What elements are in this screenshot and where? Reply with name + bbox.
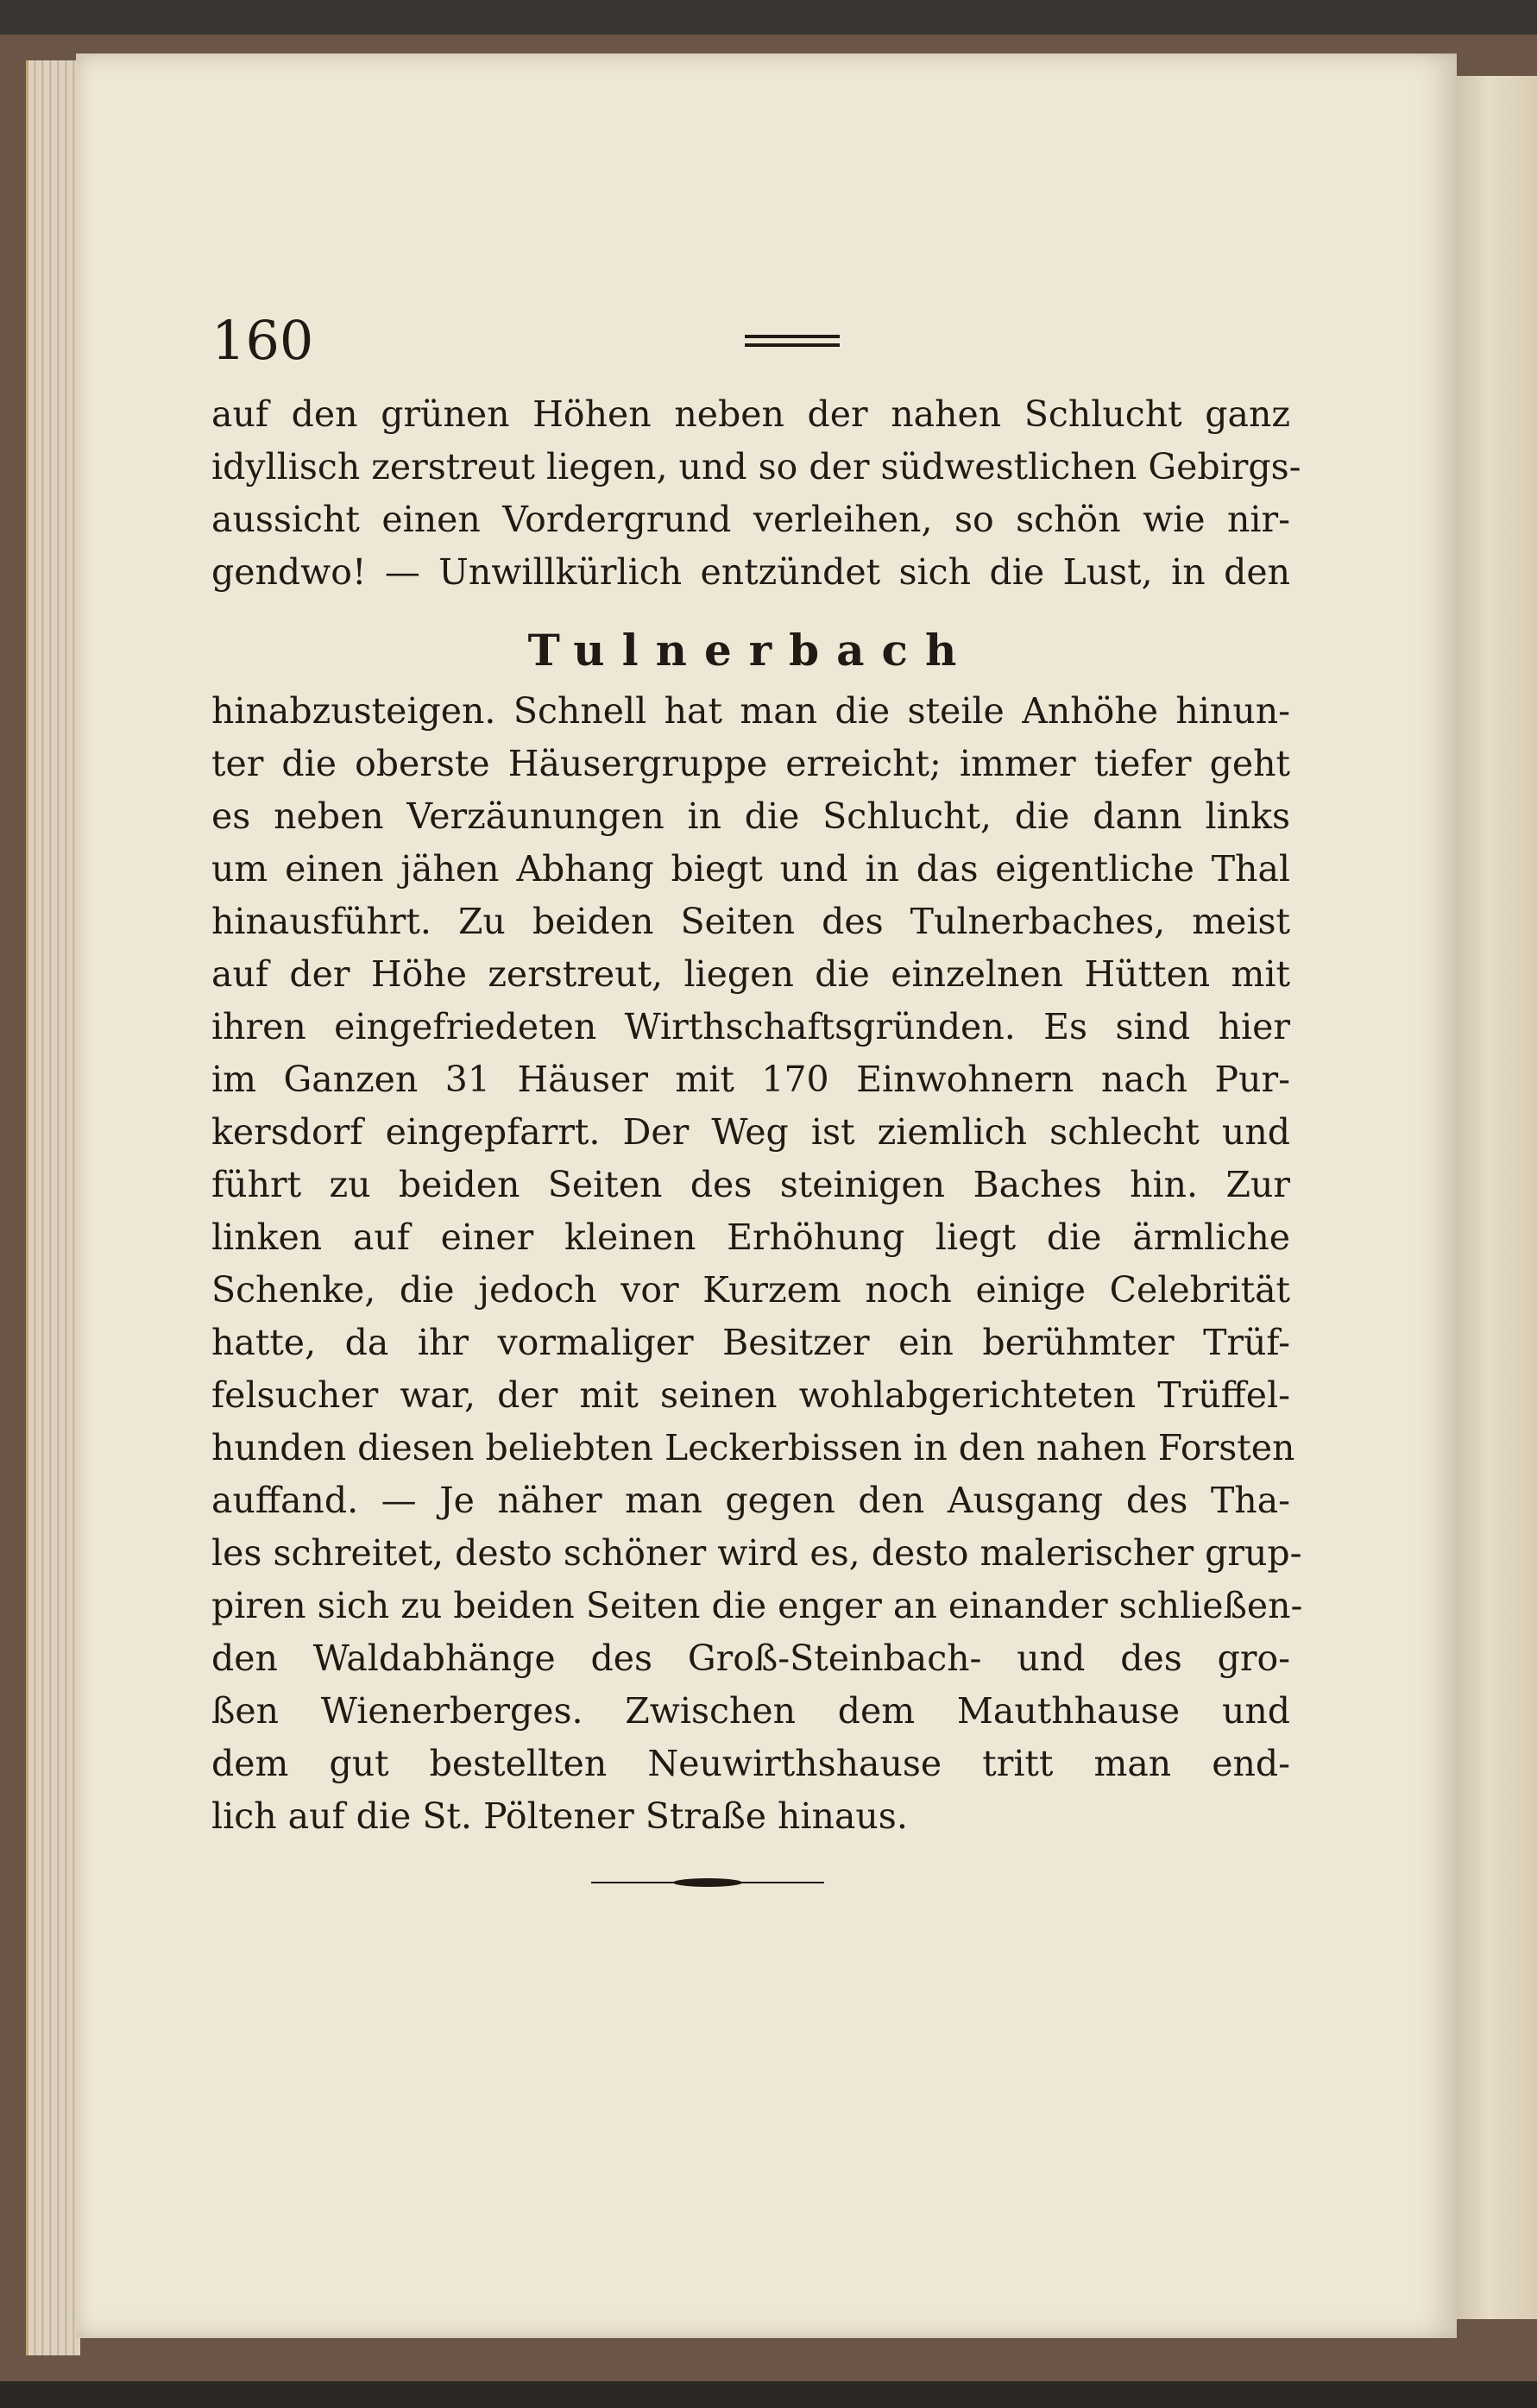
text-line: hatte, da ihr vormaliger Besitzer ein berühmter Trüf- (211, 1322, 1290, 1363)
text-line: gendwo! — Unwillkürlich entzündet sich die Lust, in den (211, 551, 1290, 593)
text-line: ihren eingefriedeten Wirthschaftsgründen. Es sind hier (211, 1006, 1290, 1047)
text-line: auf der Höhe zerstreut, liegen die einzelnen Hütten mit (211, 953, 1290, 995)
end-ornament (591, 1877, 824, 1888)
text-line: linken auf einer kleinen Erhöhung liegt die ärmliche (211, 1217, 1290, 1258)
text-line: dem gut bestellten Neuwirthshause tritt man end- (211, 1743, 1290, 1784)
ornament-flourish (673, 1878, 742, 1887)
text-line: um einen jähen Abhang biegt und in das eigentliche Thal (211, 848, 1290, 890)
text-line: es neben Verzäunungen in die Schlucht, die dann links (211, 795, 1290, 837)
text-line: hinausführt. Zu beiden Seiten des Tulnerbaches, meist (211, 901, 1290, 942)
page-header (211, 311, 1290, 388)
page-content (211, 309, 1303, 1888)
text-line: lich auf die St. Pöltener Straße hinaus. (211, 1795, 908, 1837)
header-rule (745, 335, 840, 347)
text-line: piren sich zu beiden Seiten die enger an einander schließen- (211, 1585, 1303, 1626)
text-line: ter die oberste Häusergruppe erreicht; immer tiefer geht (211, 743, 1290, 784)
paragraph-before (211, 388, 1301, 599)
text-line: ßen Wienerberges. Zwischen dem Mauthhause und (211, 1690, 1290, 1732)
text-line: den Waldabhänge des Groß-Steinbach- und des gro- (211, 1638, 1290, 1679)
text-line: Schenke, die jedoch vor Kurzem noch einige Celebrität (211, 1269, 1290, 1311)
text-line: kersdorf eingepfarrt. Der Weg ist ziemlich schlecht und (211, 1111, 1290, 1153)
paragraph-after (211, 685, 1303, 1843)
text-line: führt zu beiden Seiten des steinigen Baches hin. Zur (211, 1164, 1290, 1205)
text-line: auf den grünen Höhen neben der nahen Schlucht ganz (211, 393, 1290, 435)
text-line: aussicht einen Vordergrund verleihen, so schön wie nir- (211, 499, 1290, 540)
page-number: 160 (211, 309, 314, 372)
facing-page-edge (1457, 76, 1537, 2319)
text-line: im Ganzen 31 Häuser mit 170 Einwohnern nach Pur- (211, 1059, 1290, 1100)
text-line: auffand. — Je näher man gegen den Ausgang des Tha- (211, 1480, 1290, 1521)
text-line: les schreitet, desto schöner wird es, desto malerischer grup- (211, 1532, 1302, 1574)
text-line: felsucher war, der mit seinen wohlabgerichteten Trüffel- (211, 1374, 1290, 1416)
page-edges (26, 60, 80, 2355)
section-heading: Tulnerbach (527, 625, 974, 676)
text-line: idyllisch zerstreut liegen, und so der südwestlichen Gebirgs- (211, 446, 1301, 487)
text-line: hunden diesen beliebten Leckerbissen in den nahen Forsten (211, 1427, 1295, 1468)
text-line: hinabzusteigen. Schnell hat man die steile Anhöhe hinun- (211, 690, 1290, 732)
